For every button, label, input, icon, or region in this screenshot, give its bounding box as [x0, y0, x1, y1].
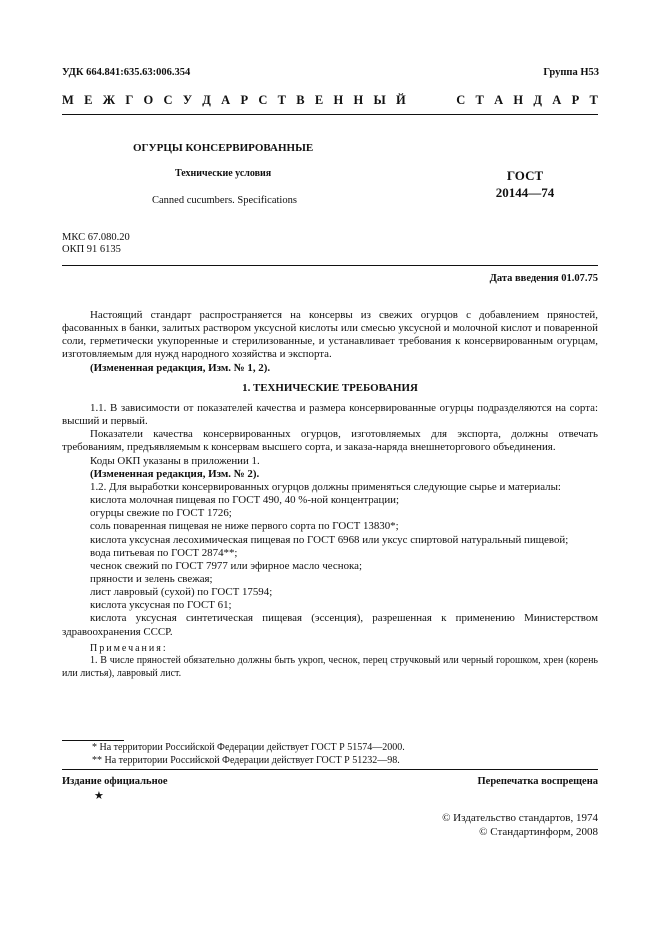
material-item: вода питьевая по ГОСТ 2874**;: [90, 546, 238, 559]
heading-letter: Ы: [373, 93, 386, 107]
heading-letter: Й: [396, 93, 406, 107]
heading-letter: Е: [314, 93, 324, 107]
heading-letter: Д: [533, 93, 543, 107]
heading-letter: У: [182, 93, 193, 107]
group-code: Группа Н53: [543, 67, 599, 78]
scope-paragraph: Настоящий стандарт распространяется на консервы из свежих огурцов с добавлением пряностей, фасованных в банки, залитых раствором уксусной кислоты или смесью уксусной и молочной кислот и поваренной соли, герметически укупоренные и стерилизованные, и устанавливает требования к консервированным огурцам, изготовляемым для нужд народного хозяйства и экспорта.: [62, 309, 598, 361]
heading-letter: С: [163, 93, 173, 107]
copyright-block: [442, 811, 598, 839]
section-heading: 1. ТЕХНИЧЕСКИЕ ТРЕБОВАНИЯ: [242, 381, 418, 394]
copyright-line: © Стандартинформ, 2008: [479, 826, 598, 838]
udk-code: УДК 664.841:635.63:006.354: [62, 67, 191, 78]
clause-1-1-export: Показатели качества консервированных огурцов, изготовляемых для экспорта, должны отвечать требованиям, предъявляемым к консервам высшего сорта, и заказа-наряда внешнеторгового объединения.: [62, 428, 598, 454]
heading-letter: С: [258, 93, 268, 107]
star-icon: ★: [94, 790, 104, 802]
heading-letter: Ж: [102, 93, 116, 107]
heading-letter: Т: [277, 93, 287, 107]
introduction-date: Дата введения 01.07.75: [489, 273, 598, 284]
copyright-line: © Издательство стандартов, 1974: [442, 812, 598, 824]
heading-letter: О: [143, 93, 154, 107]
heading-letter: А: [494, 93, 504, 107]
heading-letter: Н: [333, 93, 344, 107]
heading-letter: А: [221, 93, 231, 107]
notes-heading: Примечания:: [90, 642, 168, 654]
material-item: кислота уксусная лесохимическая пищевая по ГОСТ 6968 или уксус спиртовой натуральный пищевой;: [90, 533, 569, 546]
footnote: ** На территории Российской Федерации действует ГОСТ Р 51232—98.: [92, 755, 400, 766]
header-rule: [62, 114, 598, 115]
heading-letter: Н: [353, 93, 364, 107]
heading-letter: Г: [125, 93, 134, 107]
document-body: [62, 309, 598, 680]
heading-letter: [416, 93, 419, 108]
official-edition-label: Издание официальное: [62, 776, 168, 787]
heading-letter: В: [296, 93, 305, 107]
heading-letter: Н: [513, 93, 524, 107]
heading-letter: [429, 93, 432, 108]
date-rule: [62, 265, 598, 266]
heading-letter: Д: [202, 93, 211, 107]
heading-letter: Р: [571, 93, 580, 107]
note-1: 1. В числе пряностей обязательно должны быть укроп, чеснок, перец стручковый или черный горошком, хрен (корень или листья), лавровый лист.: [62, 655, 598, 679]
material-item: пряности и зелень свежая;: [90, 572, 213, 585]
material-item: чеснок свежий по ГОСТ 7977 или эфирное масло чеснока;: [90, 559, 362, 572]
gost-label: ГОСТ: [506, 168, 544, 183]
gost-number: 20144—74: [495, 185, 555, 200]
clause-1-2: 1.2. Для выработки консервированных огурцов должны применяться следующие сырье и материалы:: [90, 480, 561, 493]
revision-note: (Измененная редакция, Изм. № 1, 2).: [90, 361, 271, 374]
material-item: соль поваренная пищевая не ниже первого сорта по ГОСТ 13830*;: [90, 520, 399, 533]
heading-letter: Е: [84, 93, 93, 107]
classification-codes: [62, 232, 130, 256]
document-subtitle: Технические условия: [175, 168, 272, 179]
footnotes: [62, 741, 598, 767]
standard-type-heading: [62, 93, 598, 108]
heading-letter: М: [62, 93, 74, 107]
heading-letter: Т: [475, 93, 484, 107]
revision-note: (Измененная редакция, Изм. № 2).: [90, 467, 260, 480]
okp-code: ОКП 91 6135: [62, 244, 121, 255]
material-item: огурцы свежие по ГОСТ 1726;: [90, 507, 232, 520]
heading-letter: [443, 93, 446, 108]
heading-letter: Р: [240, 93, 249, 107]
material-item: лист лавровый (сухой) по ГОСТ 17594;: [90, 586, 273, 599]
reprint-prohibited-label: Перепечатка воспрещена: [477, 776, 598, 787]
clause-1-1: 1.1. В зависимости от показателей качества и размера консервированные огурцы подразделяются на сорта: высший и первый.: [62, 401, 598, 428]
material-item: кислота уксусная синтетическая пищевая (эссенция), разрешенная к применению Министерством здравоохранения СССР.: [62, 612, 598, 638]
heading-letter: С: [456, 93, 466, 107]
heading-letter: Т: [589, 93, 598, 107]
gost-designation: [480, 167, 570, 201]
document-title: ОГУРЦЫ КОНСЕРВИРОВАННЫЕ: [133, 142, 314, 154]
heading-letter: А: [552, 93, 562, 107]
material-item: кислота молочная пищевая по ГОСТ 490, 40 %-ной концентрации;: [90, 494, 399, 507]
footnote: * На территории Российской Федерации действует ГОСТ Р 51574—2000.: [92, 742, 405, 753]
footer-rule: [62, 769, 598, 770]
mks-code: МКС 67.080.20: [62, 232, 130, 243]
english-title: Canned cucumbers. Specifications: [152, 195, 297, 206]
clause-1-1-codes: Коды ОКП указаны в приложении 1.: [90, 454, 260, 467]
material-item: кислота уксусная по ГОСТ 61;: [90, 599, 232, 612]
